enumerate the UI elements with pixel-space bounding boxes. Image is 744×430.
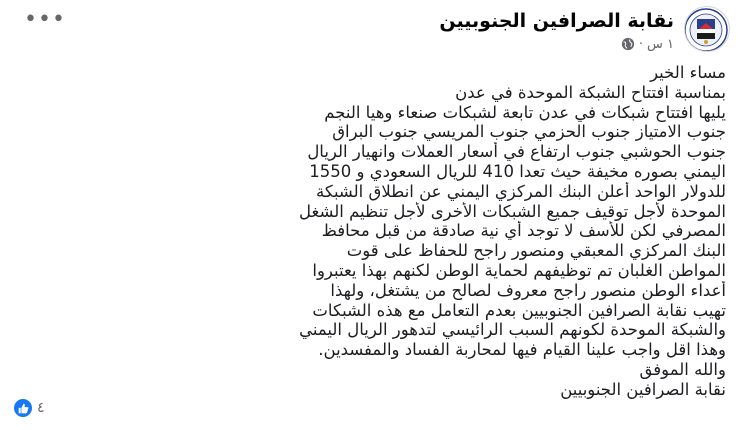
body-line: المواطن الغلبان تم توظيفهم لحماية الوطن لكنهم بهذا يعتبروا [312, 260, 726, 280]
post-meta [621, 36, 674, 52]
body-line: جنوب الحوشبي جنوب ارتفاع في أسعار العملات وانهيار الريال [307, 142, 726, 162]
reaction-count[interactable]: ٤ [37, 400, 45, 416]
body-line: للدولار الواحد أعلن البنك المركزي اليمني عن انطلاق الشبكة [316, 181, 726, 201]
meta-separator: · [638, 36, 643, 52]
body-line: وهذا اقل واجب علينا القيام فيها لمحاربة الفساد والمفسدين. [318, 340, 726, 360]
body-line: البنك المركزي المعبقي ومنصور راجح للحفاظ على قوت [346, 241, 726, 261]
ellipsis-icon[interactable]: ••• [24, 7, 66, 32]
body-line: تهيب نقابة الصرافين الجنوبيين بعدم التعامل مع هذه الشبكات [312, 300, 726, 320]
body-line: جنوب الامتياز جنوب الحزمي جنوب المريسي جنوب البراق [332, 122, 726, 142]
body-line: مساء الخير [650, 63, 726, 82]
like-icon [14, 399, 32, 417]
body-line: الموحدة لأجل توقيف جميع الشبكات الأخرى لأجل تنظيم الشغل [299, 201, 726, 221]
body-line: والله الموفق [639, 359, 726, 379]
post-body [18, 63, 726, 400]
body-line: المصرفي لكن للأسف لا توجد أي نية صادقة من قبل محافظ [321, 221, 726, 241]
globe-icon [621, 37, 635, 51]
union-logo-icon [684, 7, 729, 52]
body-line: اليمني بصوره مخيفة حيث تعدا 410 للريال السعودي و 1550 [309, 161, 726, 181]
post-time[interactable]: ١ س [647, 36, 674, 52]
body-line: والشبكة الموحدة لكونهم السبب الرائيسي لتدهور الريال اليمني [299, 320, 726, 340]
body-line: نقابة الصرافين الجنوبيين [560, 379, 726, 399]
body-line: يليها افتتاح شبكات في عدن تابعة لشبكات صنعاء وهيا النجم [324, 102, 726, 122]
body-line: أعداء الوطن منصور راجح معروف لصالح من يشتغل، ولهذا [330, 280, 726, 300]
page-name[interactable]: نقابة الصرافين الجنوبيين [439, 10, 674, 32]
page-avatar[interactable] [684, 6, 730, 52]
reaction-summary[interactable] [14, 398, 45, 418]
post-header [14, 6, 730, 54]
body-line: بمناسبة افتتاح الشبكة الموحدة في عدن [455, 82, 726, 102]
